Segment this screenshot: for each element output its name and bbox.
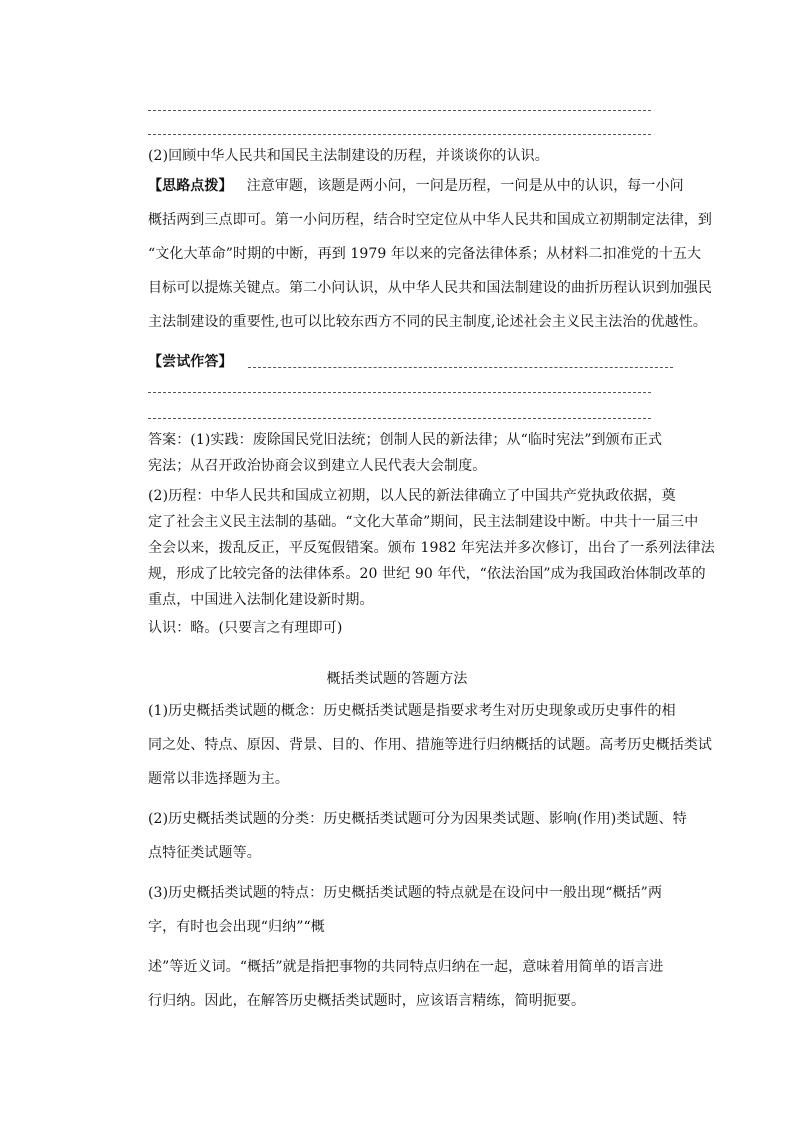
answer-line bbox=[148, 110, 651, 111]
hint-line-3: “文化大革命”时期的中断，再到 1979 年以来的完备法律体系；从材料二扣准党的十五大 bbox=[148, 246, 702, 262]
answer-line bbox=[148, 392, 651, 393]
answer-line-8: 认识：略。(只要言之有理即可) bbox=[148, 620, 343, 636]
method-p1-line2: 同之处、特点、原因、背景、目的、作用、措施等进行归纳概括的试题。高考历史概括类试 bbox=[148, 737, 712, 753]
hint-line-5: 主法制建设的重要性,也可以比较东西方不同的民主制度,论述社会主义民主法治的优越性。 bbox=[148, 314, 707, 330]
method-p2-line1: (2)历史概括类试题的分类：历史概括类试题可分为因果类试题、影响(作用)类试题、特 bbox=[148, 811, 687, 827]
try-tag: 【尝试作答】 bbox=[148, 354, 233, 370]
answer-line-6: 规，形成了比较完备的法律体系。20 世纪 90 年代，“依法治国”成为我国政治体制改革的 bbox=[148, 566, 706, 582]
answer-line-3: (2)历程：中华人民共和国成立初期，以人民的新法律确立了中国共产党执政依据，奠 bbox=[148, 488, 676, 504]
answer-line-2: 宪法；从召开政治协商会议到建立人民代表大会制度。 bbox=[148, 458, 487, 474]
hint-line-2: 概括两到三点即可。第一小问历程，结合时空定位从中华人民共和国成立初期制定法律，到 bbox=[148, 212, 712, 228]
hint-tag: 【思路点拨】 bbox=[148, 178, 233, 194]
answer-line-1: 答案：(1)实践：废除国民党旧法统；创制人民的新法律；从“临时宪法”到颁布正式 bbox=[148, 432, 663, 448]
answer-line-4: 定了社会主义民主法制的基础。“文化大革命”期间，民主法制建设中断。中共十一届三中 bbox=[148, 514, 699, 530]
method-p3-line4: 行归纳。因此，在解答历史概括类试题时，应该语言精练，简明扼要。 bbox=[148, 993, 586, 1009]
answer-line bbox=[148, 418, 651, 419]
hint-line-1: 【思路点拨】 注意审题，该题是两小问，一问是历程，一问是从中的认识，每一小问 bbox=[148, 178, 684, 194]
question-2: (2)回顾中华人民共和国民主法制建设的历程，并谈谈你的认识。 bbox=[148, 148, 549, 164]
answer-line-5: 全会以来，拨乱反正，平反冤假错案。颁布 1982 年宪法并多次修订，出台了一系列法律法 bbox=[148, 540, 715, 556]
answer-line bbox=[248, 367, 673, 368]
method-p2-line2: 点特征类试题等。 bbox=[148, 845, 261, 861]
answer-line-7: 重点，中国进入法制化建设新时期。 bbox=[148, 592, 374, 608]
answer-line bbox=[148, 134, 651, 135]
method-p1-line1: (1)历史概括类试题的概念：历史概括类试题是指要求考生对历史现象或历史事件的相 bbox=[148, 703, 676, 719]
method-p3-line2: 字，有时也会出现“归纳”“概 bbox=[148, 919, 325, 935]
hint-line-4: 目标可以提炼关键点。第二小问认识，从中华人民共和国法制建设的曲折历程认识到加强民 bbox=[148, 280, 712, 296]
section-title: 概括类试题的答题方法 bbox=[326, 671, 468, 687]
method-p1-line3: 题常以非选择题为主。 bbox=[148, 771, 289, 787]
method-p3-line3: 述”等近义词。“概括”就是指把事物的共同特点归纳在一起，意味着用简单的语言进 bbox=[148, 959, 664, 975]
method-p3-line1: (3)历史概括类试题的特点：历史概括类试题的特点就是在设问中一般出现“概括”两 bbox=[148, 885, 663, 901]
